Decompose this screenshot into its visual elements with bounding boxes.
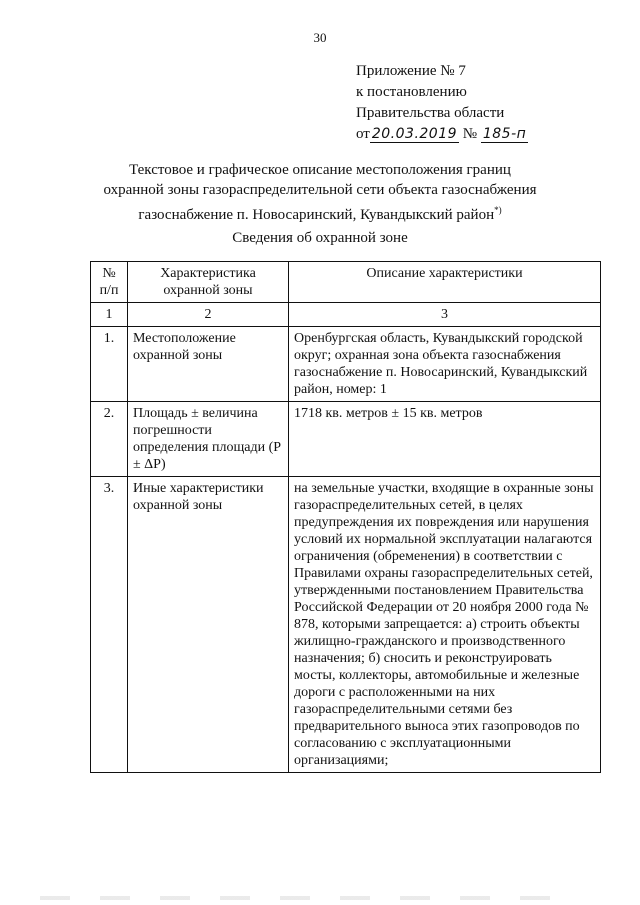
row-number: 3.	[91, 477, 128, 773]
row-description: на земельные участки, входящие в охранные зоны газораспределительных сетей, в целях предупреждения их повреждения или нарушения условий их нормальной эксплуатации налагаются ограничения (обременения) в соответствии с Правилами охраны газораспределительных сетей, утвержденными постановлением Правительства Российской Федерации от 20 ноября 2000 года № 878, которыми запрещается: а) строить объекты жилищно-гражданского и производственного назначения; б) сносить и реконструировать мосты, коллекторы, автомобильные и железные дороги с расположенными на них газораспределительными сетями без предварительного выноса этих газопроводов по согласованию с эксплуатационными организациями;	[289, 477, 601, 773]
column-number-2: 2	[128, 303, 289, 327]
header-characteristic: Характеристика охранной зоны	[128, 262, 289, 303]
row-characteristic: Местоположение охранной зоны	[128, 327, 289, 402]
handwritten-date: 20.03.2019	[371, 126, 458, 142]
column-numbering-row	[91, 303, 601, 327]
appendix-line-1: Приложение № 7	[356, 63, 466, 79]
handwritten-number: 185-п	[482, 126, 527, 142]
title-line-2: охранной зоны газораспределительной сети объекта газоснабжения	[103, 182, 537, 198]
title-line-1: Текстовое и графическое описание местоположения границ	[129, 162, 511, 178]
number-sign: №	[462, 126, 478, 142]
title-line-3	[60, 200, 580, 225]
table-row	[91, 327, 601, 402]
protection-zone-table	[90, 261, 601, 773]
header-number: № п/п	[91, 262, 128, 303]
row-characteristic: Площадь ± величина погрешности определения площади (P ± ΔP)	[128, 402, 289, 477]
table-header-row	[91, 262, 601, 303]
appendix-line-3: Правительства области	[356, 105, 505, 121]
column-number-3: 3	[289, 303, 601, 327]
title-line-3-text: газоснабжение п. Новосаринский, Кувандыкский район	[138, 207, 495, 223]
footnote-mark: *)	[494, 205, 502, 215]
row-description: 1718 кв. метров ± 15 кв. метров	[289, 402, 601, 477]
row-characteristic: Иные характеристики охранной зоны	[128, 477, 289, 773]
appendix-block	[356, 61, 528, 145]
header-description: Описание характеристики	[289, 262, 601, 303]
row-description: Оренбургская область, Кувандыкский городской округ; охранная зона объекта газоснабжения газоснабжение п. Новосаринский, Кувандыкский район, номер: 1	[289, 327, 601, 402]
row-number: 2.	[91, 402, 128, 477]
scan-bleed-through	[40, 896, 580, 900]
table-row	[91, 477, 601, 773]
document-title	[60, 160, 580, 225]
column-number-1: 1	[91, 303, 128, 327]
page-number: 30	[313, 30, 327, 45]
section-subtitle: Сведения об охранной зоне	[232, 230, 408, 246]
table-row	[91, 402, 601, 477]
appendix-line-2: к постановлению	[356, 84, 467, 100]
row-number: 1.	[91, 327, 128, 402]
date-prefix: от	[356, 126, 370, 142]
appendix-date-line	[356, 124, 528, 145]
